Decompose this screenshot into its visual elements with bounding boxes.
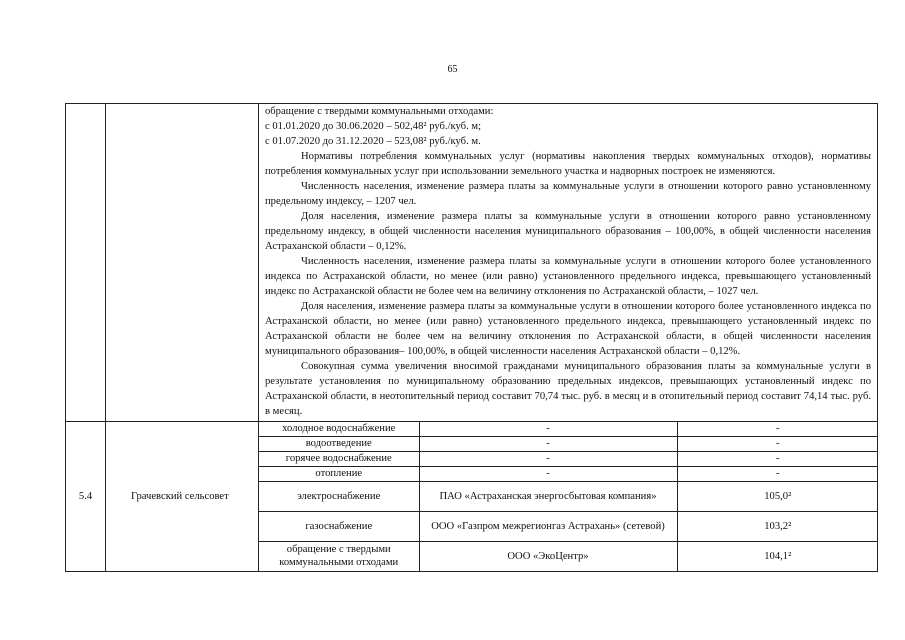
municipal-table bbox=[65, 103, 878, 572]
service-value: 104,1² bbox=[677, 541, 878, 571]
service-provider: ООО «ЭкоЦентр» bbox=[419, 541, 677, 571]
paragraph: Доля населения, изменение размера платы за коммунальные услуги в отношении которого равно установленному предельному индексу, в общей численности населения муниципального образования – 100,00%, в общей численности населения Астраханской области – 0,12%. bbox=[265, 211, 871, 252]
paragraph: Численность населения, изменение размера платы за коммунальные услуги в отношении которого равно установленному предельному индексу, – 1207 чел. bbox=[265, 181, 871, 207]
service-name: обращение с твердыми коммунальными отходами bbox=[259, 541, 419, 571]
paragraph: Численность населения, изменение размера платы за коммунальные услуги в отношении которого более установленного индекса по Астраханской области, но менее (или равно) установленного предельного индекса, превышающего установленный индекс по Астраханской области не более чем на величину отклонения по Астраханской области, – 1027 чел. bbox=[265, 256, 871, 297]
text-line: обращение с твердыми коммунальными отходами: bbox=[265, 106, 494, 117]
service-value: - bbox=[677, 466, 878, 481]
table-row bbox=[259, 466, 878, 481]
table-row bbox=[259, 436, 878, 451]
paragraph: Совокупная сумма увеличения вносимой гражданами муниципального образования платы за коммунальные услуги в результате установления по муниципальному образованию предельных индексов, превышающих установленный индекс по Астраханской области, в неотопительный период составит 70,74 тыс. руб. в месяц и в отопительный период составит 74,14 тыс. руб. в месяц. bbox=[265, 361, 871, 417]
service-name: газоснабжение bbox=[259, 511, 419, 541]
service-name: горячее водоснабжение bbox=[259, 451, 419, 466]
text-line: с 01.07.2020 до 31.12.2020 – 523,08² руб./куб. м. bbox=[265, 136, 481, 147]
page-number: 65 bbox=[447, 64, 458, 75]
service-value: 103,2² bbox=[677, 511, 878, 541]
service-value: - bbox=[677, 451, 878, 466]
service-provider: ООО «Газпром межрегионгаз Астрахань» (сетевой) bbox=[419, 511, 677, 541]
service-name: водоотведение bbox=[259, 436, 419, 451]
service-provider: - bbox=[419, 451, 677, 466]
table-row bbox=[259, 511, 878, 541]
number-cell-empty bbox=[66, 104, 106, 422]
table-row bbox=[259, 541, 878, 571]
services-cell bbox=[259, 422, 878, 572]
paragraph: Доля населения, изменение размера платы за коммунальные услуги в отношении которого более установленного индекса по Астраханской области, но менее (или равно) установленного предельного индекса, превышающего установленный индекс по Астраханской области не более чем на величину отклонения по Астраханской области, в общей численности населения муниципального образования– 100,00%, в общей численности населения Астраханской области – 0,12%. bbox=[265, 301, 871, 357]
service-provider: - bbox=[419, 422, 677, 436]
description-cell bbox=[259, 104, 878, 422]
text-line: с 01.01.2020 до 30.06.2020 – 502,48² руб./куб. м; bbox=[265, 121, 482, 132]
service-value: 105,0² bbox=[677, 481, 878, 511]
service-provider: ПАО «Астраханская энергосбытовая компания» bbox=[419, 481, 677, 511]
continuation-row bbox=[66, 104, 878, 422]
service-provider: - bbox=[419, 436, 677, 451]
paragraph: Нормативы потребления коммунальных услуг (нормативы накопления твердых коммунальных отходов), нормативы потребления коммунальных услуг при использовании земельного участка и надворных построек не изменяются. bbox=[265, 151, 871, 177]
service-name: электроснабжение bbox=[259, 481, 419, 511]
entry-row bbox=[66, 422, 878, 572]
service-name: отопление bbox=[259, 466, 419, 481]
table-row bbox=[259, 451, 878, 466]
name-cell-empty bbox=[106, 104, 259, 422]
service-value: - bbox=[677, 436, 878, 451]
table-row bbox=[259, 422, 878, 436]
service-provider: - bbox=[419, 466, 677, 481]
table-row bbox=[259, 481, 878, 511]
service-value: - bbox=[677, 422, 878, 436]
entry-number: 5.4 bbox=[66, 422, 106, 572]
entry-name: Грачевский сельсовет bbox=[106, 422, 259, 572]
services-table bbox=[259, 422, 878, 571]
service-name: холодное водоснабжение bbox=[259, 422, 419, 436]
